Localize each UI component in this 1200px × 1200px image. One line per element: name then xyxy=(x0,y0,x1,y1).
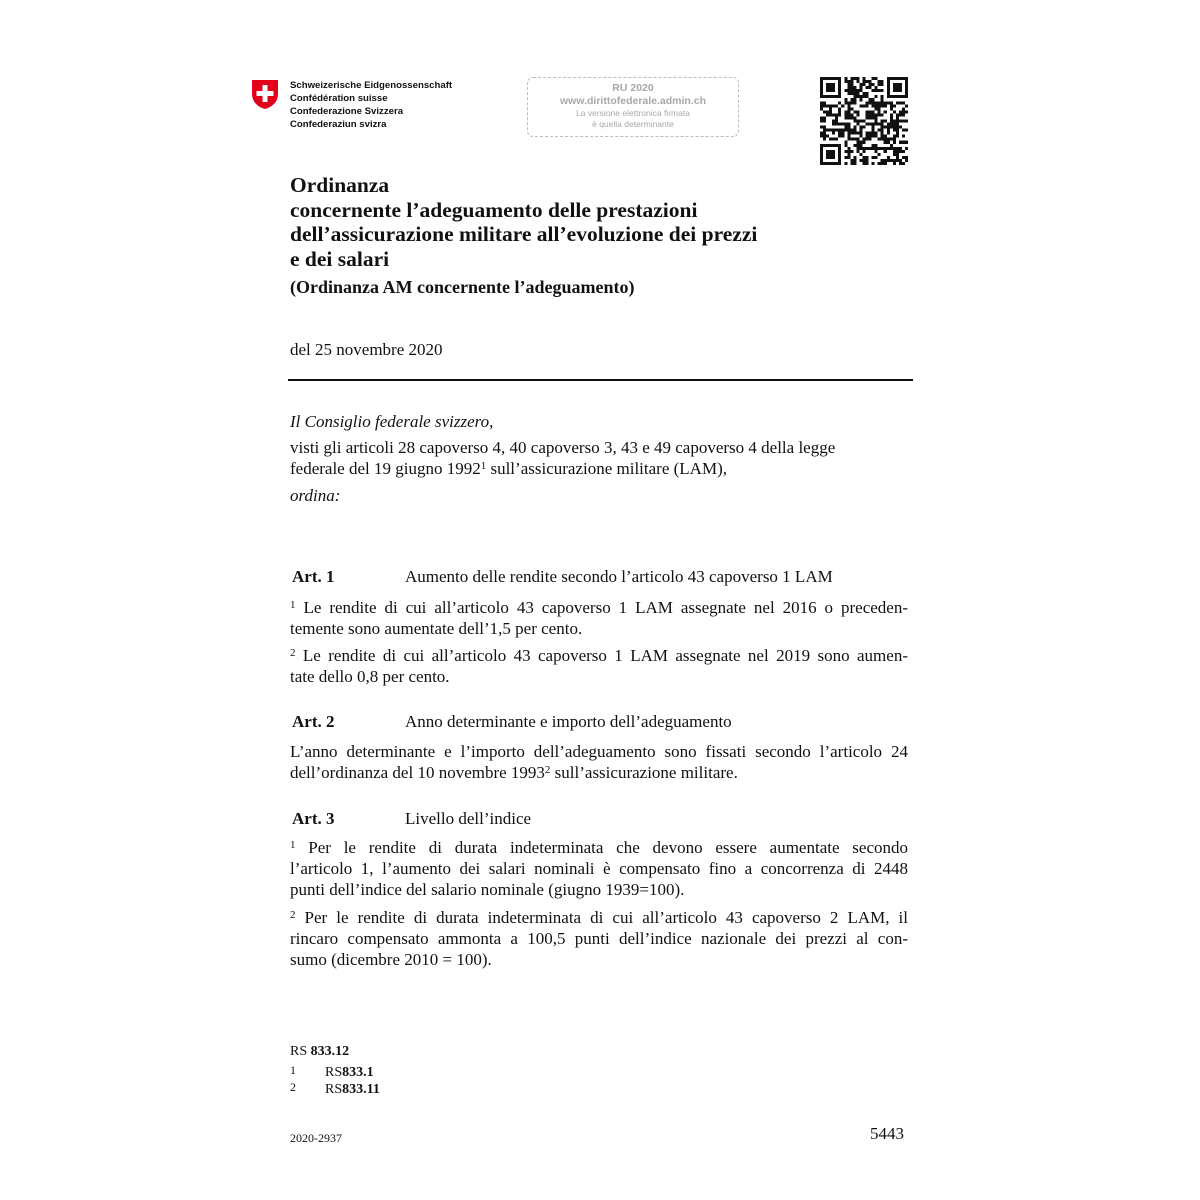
article-title: Livello dell’indice xyxy=(405,809,532,828)
stamp-url: www.dirittofederale.admin.ch xyxy=(559,95,707,107)
preamble-line: visti gli articoli 28 capoverso 4, 40 capoverso 3, 43 e 49 capoverso 4 della legge xyxy=(290,438,836,457)
article-title: Aumento delle rendite secondo l’articolo 43 capoverso 1 LAM xyxy=(405,567,833,586)
preamble-basis xyxy=(290,437,910,479)
article-1-paragraph-1: $^1$ Le rendite di cui all’articolo 43 capoverso 1 LAM assegnate nel 2016 o preceden- temente sono aumentate dell’1,5 per cento. xyxy=(290,598,908,638)
article-2-heading xyxy=(292,712,732,732)
article-number: Art. 2 xyxy=(292,712,335,731)
confederation-names xyxy=(290,79,452,131)
article-number: Art. 3 xyxy=(292,809,335,828)
preamble-ordains: ordina: xyxy=(290,486,341,505)
stamp-note-1: La versione elettronica firmata xyxy=(576,108,690,118)
article-1-paragraph-2: $^2$ Le rendite di cui all’articolo 43 capoverso 1 LAM assegnate nel 2019 sono aumen- tate dello 0,8 per cento. xyxy=(290,646,908,686)
title-line: dell’assicurazione militare all’evoluzione dei prezzi xyxy=(290,222,758,246)
confederation-fr: Confédération suisse xyxy=(290,93,388,104)
publication-stamp xyxy=(527,77,739,137)
stamp-collection: RU 2020 xyxy=(612,82,654,94)
stamp-note-2: è quella determinante xyxy=(592,119,674,129)
short-title: (Ordinanza AM concernente l’adeguamento) xyxy=(290,277,635,297)
footnote-ref: 1 xyxy=(480,460,487,472)
footnote-1: 1 RS833.1 xyxy=(290,1063,374,1080)
title-line: concernente l’adeguamento delle prestazioni xyxy=(290,197,698,222)
article-1-heading xyxy=(292,567,833,587)
footnote-ref: 2 xyxy=(544,764,551,776)
document-number: 2020-2937 xyxy=(290,1131,342,1145)
article-title: Anno determinante e importo dell’adeguamento xyxy=(405,712,732,731)
article-2-paragraph: L’anno determinante e l’importo dell’adeguamento sono fissati secondo l’articolo 24 dell’ordinanza del 10 novembre 1993$^2$ sull’assicurazione militare. xyxy=(290,742,908,782)
enactment-date: del 25 novembre 2020 xyxy=(290,340,443,359)
title-divider xyxy=(288,379,913,381)
preamble-line: federale del 19 giugno 1992$^1$ sull’assicurazione militare (LAM), xyxy=(290,459,727,478)
article-3-paragraph-2: $^2$ Per le rendite di durata indeterminata di cui all’articolo 43 capoverso 2 LAM, il rincaro compensato ammonta a 100,5 punti dell’indice nazionale dei prezzi al con- sumo (dicembre 2010 = 100). xyxy=(290,908,908,969)
preamble-authority: Il Consiglio federale svizzero, xyxy=(290,412,494,431)
article-3-paragraph-1: $^1$ Per le rendite di durata indeterminata che devono essere aumentate secondo l’articolo 1, l’aumento dei salari nominali è compensato fino a concorrenza di 2448 punti dell’indice del salario nominale (giugno 1939=100). xyxy=(290,838,908,899)
article-3-heading xyxy=(292,809,531,829)
document-title xyxy=(290,173,757,271)
swiss-cross-icon xyxy=(250,78,280,110)
confederation-de: Schweizerische Eidgenossenschaft xyxy=(290,80,453,91)
confederation-rm: Confederaziun svizra xyxy=(290,119,387,130)
confederation-it: Confederazione Svizzera xyxy=(290,106,404,117)
page-number: 5443 xyxy=(870,1124,904,1143)
footnote-2: 2 RS833.11 xyxy=(290,1080,380,1097)
qr-code-icon xyxy=(820,77,908,165)
title-line: Ordinanza xyxy=(290,173,390,197)
article-number: Art. 1 xyxy=(292,567,335,586)
rs-reference: RS 833.12 xyxy=(290,1044,350,1059)
title-line: e dei salari xyxy=(290,246,390,271)
